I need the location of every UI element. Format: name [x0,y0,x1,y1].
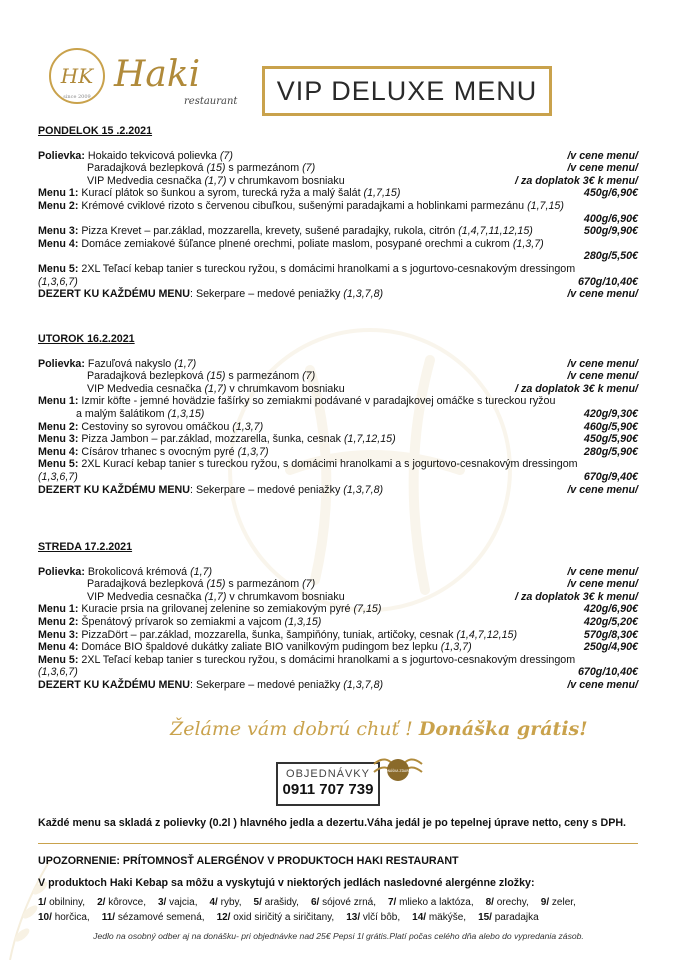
soup-name-extra: s parmezánom [225,578,300,591]
dessert-row [38,679,638,692]
wish-text: Želáme vám dobrú chuť ! [170,718,413,740]
menu-label: Menu 4: [38,641,79,654]
allergen-number: 4/ [209,897,218,908]
menu-label: Menu 4: [38,237,79,250]
allergen-item [254,897,305,908]
soup-allergens: (7) [219,149,233,162]
dessert-allergens: (1,3,7,8) [343,678,384,691]
menu-allergens: (1,3,6,7) [38,275,78,288]
allergen-number: 14/ [412,912,427,923]
menu-price: 460g/5,90€ [583,420,638,433]
menu-text: Špenátový prívarok so zemiakmi a vajcom [81,615,282,628]
dessert-text: : Sekerpare – medové peniažky [190,678,341,691]
menu-price: 670g/9,40€ [583,470,638,483]
allergen-item [388,897,480,908]
menu-price: 450g/5,90€ [583,433,638,446]
menu-row [38,395,638,408]
menu-text: Krémové cviklové rizoto s červenou cibuľkou, sušenými paradajkami a hoblinkami parmezánu [81,199,525,212]
soup-label: Polievka: [38,565,85,578]
soup-allergens: (1,7) [174,357,197,370]
menu-text: Domáce BIO špaldové dukátky zaliate BIO vanilkovým pudingom bez lepku [81,641,438,654]
soup-allergens: (1,7) [190,565,213,578]
soup-row [38,383,638,396]
menu-row [38,616,638,629]
soup-row [38,358,638,371]
allergen-name: arašidy, [264,897,299,908]
soup-price: / za doplatok 3€ k menu/ [515,382,638,395]
badge-text: DONÁŠKA ZDARMA [382,769,414,773]
menu-label: Menu 2: [38,420,79,433]
menu-allergens: (1,3,7) [232,420,264,433]
soup-allergens: (15) [206,162,226,175]
menu-note: Každé menu sa skladá z polievky (0.2l ) hlavného jedla a dezertu.Váha jedál je po tepelnej úprave netto, ceny s DPH. [38,817,627,829]
soup-price: /v cene menu/ [567,149,638,162]
dessert-text: : Sekerpare – medové peniažky [190,288,341,301]
soup-price: /v cene menu/ [567,565,638,578]
soup-name-extra: v chrumkavom bosniaku [226,174,345,187]
allergen-number: 9/ [540,897,550,908]
menu-label: Menu 5: [38,262,79,275]
dessert-label: DEZERT KU KAŽDÉMU MENU [38,678,190,691]
menu-label: Menu 1: [38,395,79,408]
soup-row [38,566,638,579]
soup-allergens: (7) [302,370,316,383]
allergen-item [541,897,582,908]
menu-row [38,446,638,459]
allergen-name: orechy, [496,897,529,908]
soup-row [38,591,638,604]
soup-price: /v cene menu/ [567,357,638,370]
soup-name: Paradajková bezlepková [87,162,204,175]
menu-price: 280g/5,50€ [583,250,638,263]
menu-text: Cestoviny so syrovou omáčkou [81,420,230,433]
menu-label: Menu 2: [38,615,79,628]
menu-text: Císárov trhanec s ovocným pyré [81,445,235,458]
allergen-number: 2/ [97,897,106,908]
dessert-price: /v cene menu/ [567,288,638,301]
menu-row [38,187,638,200]
menu-label: Menu 1: [38,187,79,200]
menu-row-cont [38,276,638,289]
menu-row [38,641,638,654]
menu-allergens: (1,3,6,7) [38,666,78,679]
allergen-number: 12/ [216,912,231,923]
menu-row-cont [38,408,638,421]
day-title: STREDA 17.2.2021 [38,541,133,553]
soup-name: VIP Medvedia cesnačka [87,382,202,395]
allergen-item [346,912,406,923]
menu-label: Menu 3: [38,433,79,446]
menu-text: Pizza Jambon – par.základ, mozzarella, šunka, cesnak [81,433,341,446]
menu-allergens: (1,3,7) [440,641,472,654]
logo-name: Haki [114,54,201,95]
allergen-name: mlieko a laktóza, [399,897,474,908]
menu-label: Menu 1: [38,603,79,616]
greeting [170,718,588,740]
allergen-number: 1/ [38,897,47,908]
allergen-number: 15/ [478,912,492,923]
soup-row [38,162,638,175]
allergen-item [486,897,535,908]
menu-row [38,433,638,446]
menu-row [38,421,638,434]
menu-text: Izmir köfte - jemné hovädzie fašírky so zemiakmi podávané v paradajkovej omáčke s tureckou ryžou [81,395,556,408]
delivery-text: Donáška grátis! [418,718,588,740]
menu-text: PizzaDört – par.základ, mozzarella, šunka, šampiňóny, tuniak, artičoky, cesnak [81,628,454,641]
menu-price: 250g/4,90€ [583,641,638,654]
dessert-label: DEZERT KU KAŽDÉMU MENU [38,483,190,496]
soup-allergens: (7) [302,162,316,175]
menu-allergens: (7,15) [353,603,382,616]
soup-label: Polievka: [38,149,85,162]
menu-price: 670g/10,40€ [577,275,638,288]
menu-price: 420g/5,20€ [583,615,638,628]
soup-price: /v cene menu/ [567,578,638,591]
menu-allergens: (1,7,15) [527,199,564,212]
menu-allergens: (1,7,12,15) [343,433,396,446]
soup-name: VIP Medvedia cesnačka [87,174,202,187]
menu-price: 280g/5,90€ [583,445,638,458]
menu-allergens: (1,3,15) [284,615,322,628]
menu-price: 400g/6,90€ [583,212,638,225]
day-title: UTOROK 16.2.2021 [38,333,135,345]
soup-name: Fazuľová nakyslo [87,357,172,370]
menu-text: Pizza Krevet – par.základ, mozzarella, krevety, sušené paradajky, rukola, citrón [81,225,456,238]
soup-allergens: (1,7) [204,590,227,603]
logo-monogram: HK [60,64,94,88]
menu-price: 500g/9,90€ [583,225,638,238]
soup-name: VIP Medvedia cesnačka [87,590,202,603]
menu-row [38,458,638,471]
menu-text: Domáce zemiakové šúľance plnené orechmi, poliate maslom, posypané orechmi a cukrom [81,237,510,250]
allergen-number: 8/ [485,897,494,908]
allergen-intro: V produktoch Haki Kebap sa môžu a vyskytujú v niektorých jedlách nasledovné alergénne zložky: [38,877,535,889]
order-box[interactable] [276,762,380,806]
dessert-row [38,484,638,497]
menu-text: 2XL Teľací kebap tanier s tureckou ryžou, s domácimi hranolkami a s jogurtovo-cesnakovým dressingom [81,262,576,275]
dessert-label: DEZERT KU KAŽDÉMU MENU [38,288,190,301]
soup-label: Polievka: [38,357,85,370]
day-section [38,333,638,496]
menu-price: 670g/10,40€ [577,666,638,679]
soup-name-extra: s parmezánom [225,162,300,175]
soup-price: / za doplatok 3€ k menu/ [515,174,638,187]
allergen-item [412,912,472,923]
soup-row [38,175,638,188]
divider [38,843,638,844]
allergen-item [217,912,341,923]
menu-row [38,263,638,276]
allergen-name: sézamové semená, [117,912,205,923]
menu-row [38,200,638,213]
menu-allergens: (1,4,7,11,12,15) [458,225,533,238]
menu-allergens: (1,7,15) [363,187,401,200]
day-title: PONDELOK 15 .2.2021 [38,125,153,137]
allergen-name: vajcia, [169,897,198,908]
menu-row [38,629,638,642]
allergen-name: zeler, [551,897,576,908]
menu-allergens: (1,3,15) [167,407,205,420]
allergen-warning: UPOZORNENIE: PRÍTOMNOSŤ ALERGÉNOV V PRODUKTOCH HAKI RESTAURANT [38,855,459,867]
day-section [38,125,638,301]
soup-name-extra: s parmezánom [225,370,300,383]
allergen-name: obilniny, [49,897,86,908]
logo-since: since 2009 [63,94,91,100]
allergen-item [311,897,382,908]
menu-text: Kuracie prsia na grilovanej zelenine so zemiakovým pyré [81,603,351,616]
delivery-badge [370,754,426,788]
menu-label: Menu 5: [38,653,79,666]
soup-row [38,150,638,163]
allergen-name: horčica, [54,912,90,923]
allergen-number: 11/ [101,912,116,923]
allergen-name: ryby, [220,897,242,908]
page-title: VIP DELUXE MENU [262,66,552,116]
allergen-number: 10/ [38,912,52,923]
menu-label: Menu 3: [38,225,79,238]
allergen-name: paradajka [494,912,539,923]
menu-row [38,654,638,667]
day-section [38,541,638,692]
soup-price: / za doplatok 3€ k menu/ [515,590,638,603]
allergen-name: mäkýše, [428,912,467,923]
allergen-list [38,912,638,923]
soup-allergens: (15) [206,370,226,383]
soup-name-extra: v chrumkavom bosniaku [226,590,345,603]
allergen-number: 5/ [253,897,262,908]
footer-note: Jedlo na osobný odber aj na donášku- pri objednávke nad 25€ Pepsi 1l grátis.Platí počas celého dňa alebo do vypredania zásob. [93,931,584,941]
allergen-item [478,912,545,923]
allergen-name: vlčí bôb, [362,912,401,923]
allergen-item [158,897,203,908]
soup-name-extra: v chrumkavom bosniaku [226,382,345,395]
menu-price: 450g/6,90€ [583,187,638,200]
allergen-item [209,897,247,908]
menu-label: Menu 3: [38,628,79,641]
dessert-row [38,288,638,301]
allergen-number: 7/ [388,897,397,908]
soup-name: Hokaido tekvicová polievka [87,149,217,162]
allergen-number: 3/ [158,897,167,908]
soup-name: Brokolicová krémová [87,565,188,578]
soup-allergens: (1,7) [204,382,227,395]
allergen-item [102,912,211,923]
soup-row [38,578,638,591]
allergen-name: oxid siričitý a siričitany, [233,912,335,923]
menu-price: 420g/6,90€ [583,603,638,616]
soup-row [38,370,638,383]
menu-label: Menu 5: [38,458,79,471]
order-label: OBJEDNÁVKY [286,768,370,780]
menu-row [38,238,638,251]
menu-allergens: (1,4,7,12,15) [456,628,518,641]
menu-text-cont: a malým šalátikom [76,407,165,420]
dessert-price: /v cene menu/ [567,678,638,691]
soup-name: Paradajková bezlepková [87,578,204,591]
menu-text: Kurací plátok so šunkou a syrom, turecká ryža a malý šalát [81,187,361,200]
dessert-allergens: (1,3,7,8) [343,483,384,496]
menu-row [38,225,638,238]
menu-text: 2XL Teľací kebap tanier s tureckou ryžou, s domácimi hranolkami a s jogurtovo-cesnakovým dressingom [81,653,576,666]
dessert-text: : Sekerpare – medové peniažky [190,483,341,496]
menu-allergens: (1,3,7) [512,237,544,250]
soup-allergens: (15) [206,578,226,591]
menu-label: Menu 2: [38,199,79,212]
menu-text: 2XL Kurací kebap tanier s tureckou ryžou, s domácimi hranolkami a s jogurtovo-cesnakovým dressingom [81,458,578,471]
menu-price: 570g/8,30€ [583,628,638,641]
menu-allergens: (1,3,7) [237,445,269,458]
order-phone[interactable]: 0911 707 739 [282,781,374,798]
menu-row [38,603,638,616]
dessert-allergens: (1,3,7,8) [343,288,384,301]
menu-label: Menu 4: [38,445,79,458]
haki-logo [44,38,244,118]
allergen-name: kôrovce, [108,897,146,908]
menu-row-cont [38,471,638,484]
soup-allergens: (7) [302,578,316,591]
dessert-price: /v cene menu/ [567,483,638,496]
soup-price: /v cene menu/ [567,370,638,383]
allergen-number: 13/ [346,912,361,923]
allergen-item [38,912,96,923]
logo-sub: restaurant [184,96,238,107]
allergen-list [38,897,638,908]
soup-name: Paradajková bezlepková [87,370,204,383]
soup-price: /v cene menu/ [567,162,638,175]
allergen-item [97,897,152,908]
allergen-name: sójové zrná, [322,897,376,908]
menu-allergens: (1,3,6,7) [38,470,78,483]
allergen-number: 6/ [310,897,320,908]
soup-allergens: (1,7) [204,174,227,187]
menu-price: 420g/9,30€ [583,407,638,420]
allergen-item [38,897,91,908]
menu-row-cont [38,666,638,679]
